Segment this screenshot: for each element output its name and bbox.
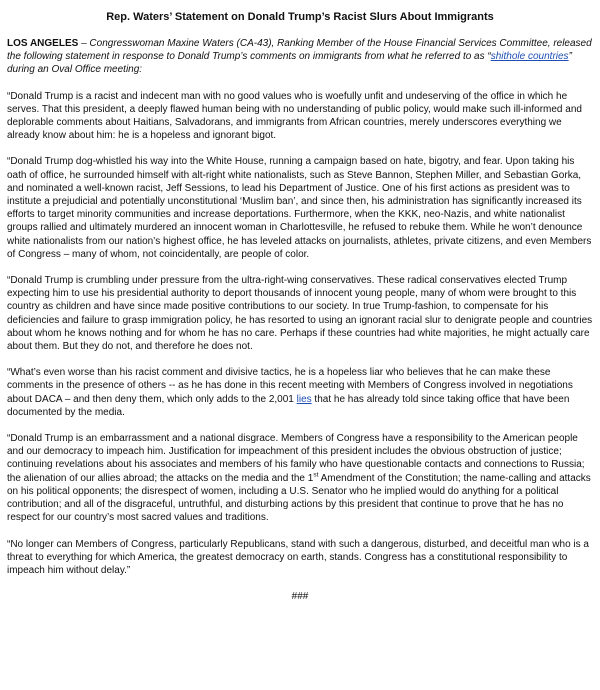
statement-paragraph-4: [7, 366, 593, 419]
paragraph-5-text-end: Amendment of the Constitution; the name-calling and attacks on his political opponents; the disrespect of women, including a U.S. Senator who he implied would do anything for a political contribution; and all of the disgraceful, untruthful, and disturbing actions by this president that continue to prove that he has no respect for our country’s most sacred values and traditions.: [7, 472, 591, 524]
shithole-countries-link[interactable]: shithole countries: [490, 51, 569, 63]
paragraph-4-text-end: that he has already told since taking office that have been documented by the media.: [7, 393, 570, 418]
intro-paragraph: [7, 37, 593, 77]
paragraph-4-text-start: “What’s even worse than his racist comment and divisive tactics, he is a hopeless liar who believes that he can make these comments in the presence of others -- as he has done in this recent meeting with Members of Congress involved in negotiations about DACA – and then deny them, which only adds to the 2,001: [7, 367, 573, 405]
statement-paragraph-1: “Donald Trump is a racist and indecent man with no good values who is woefully unfit and undeserving of the office in which he serves. That this president, a deeply flawed human being with no understanding of public policy, would make such ill-informed and deplorable comments about Haitians, Salvadorans, and immigrants from African countries, merely underscores everything we already know about him: he is a hopeless and ignorant bigot.: [7, 90, 582, 142]
paragraph-5-text-start: “Donald Trump is an embarrassment and a national disgrace. Members of Congress have a responsibility to the American people and our democracy to impeach him. Justification for impeachment of this president includes the obvious obstruction of justice; continuing revelations about his associates and members of his family who have questionable contacts and connections to Russia; the alienation of our allies abroad; the attacks on the media and the 1: [7, 433, 585, 484]
document-title: Rep. Waters’ Statement on Donald Trump’s Racist Slurs About Immigrants: [106, 11, 494, 23]
statement-paragraph-5: [7, 432, 593, 524]
statement-paragraph-2: “Donald Trump dog-whistled his way into the White House, running a campaign based on hate, bigotry, and fear. Upon taking his oath of office, he surrounded himself with alt-right white nationalists, such as Steve Bannon, Stephen Miller, and Sebastian Gorka, and nominated a well-known racist, Jeff Sessions, to lead his Department of Justice. One of his first actions as president was to institute a prejudicial and potentially unconstitutional ‘Muslim ban’, and since then, his administration has significantly increased its efforts to target minority communities and increase deportations. Furthermore, when the KKK, neo-Nazis, and white nationalist groups rallied and ultimately murdered an innocent woman in Charlottesville, he refused to rebuke them. While he won’t denounce white nationalists from our nation’s highest office, he has leveled attacks on journalists, athletes, private citizens, and even Members of Congress – many of whom, not coincidentally, are people of color.: [7, 156, 592, 260]
dateline: LOS ANGELES: [7, 38, 79, 49]
intro-text-start: – Congresswoman Maxine Waters (CA-43), Ranking Member of the House Financial Services Committee, released the following statement in response to Donald Trump’s comments on immigrants from what he referred to as “: [7, 38, 592, 63]
statement-paragraph-6: “No longer can Members of Congress, particularly Republicans, stand with such a dangerous, disturbed, and deceitful man who is a threat to everything for which America, the greatest democracy on earth, stands. Congress has a constitutional responsibility to impeach him without delay.”: [7, 538, 589, 576]
intro-text-end: ” during an Oval Office meeting:: [7, 51, 572, 76]
end-mark: ###: [291, 591, 309, 603]
statement-paragraph-3: “Donald Trump is crumbling under pressure from the ultra-right-wing conservatives. These radical conservatives elected Trump expecting him to use his presidential authority to deport thousands of innocent young people, many of whom were brought to this country as children and have since made positive contributions to our society. In true Trump-fashion, to compensate for his deficiencies and failure to grasp immigration policy, he has resorted to using an ignorant racial slur to denigrate people and countries about whom he knows nothing and for whom he has no care. Perhaps if these countries had white majorities, he might actually care about them. But they do not, and therefore he does not.: [7, 275, 593, 353]
lies-link[interactable]: lies: [296, 393, 312, 405]
ordinal-superscript: st: [313, 471, 319, 479]
